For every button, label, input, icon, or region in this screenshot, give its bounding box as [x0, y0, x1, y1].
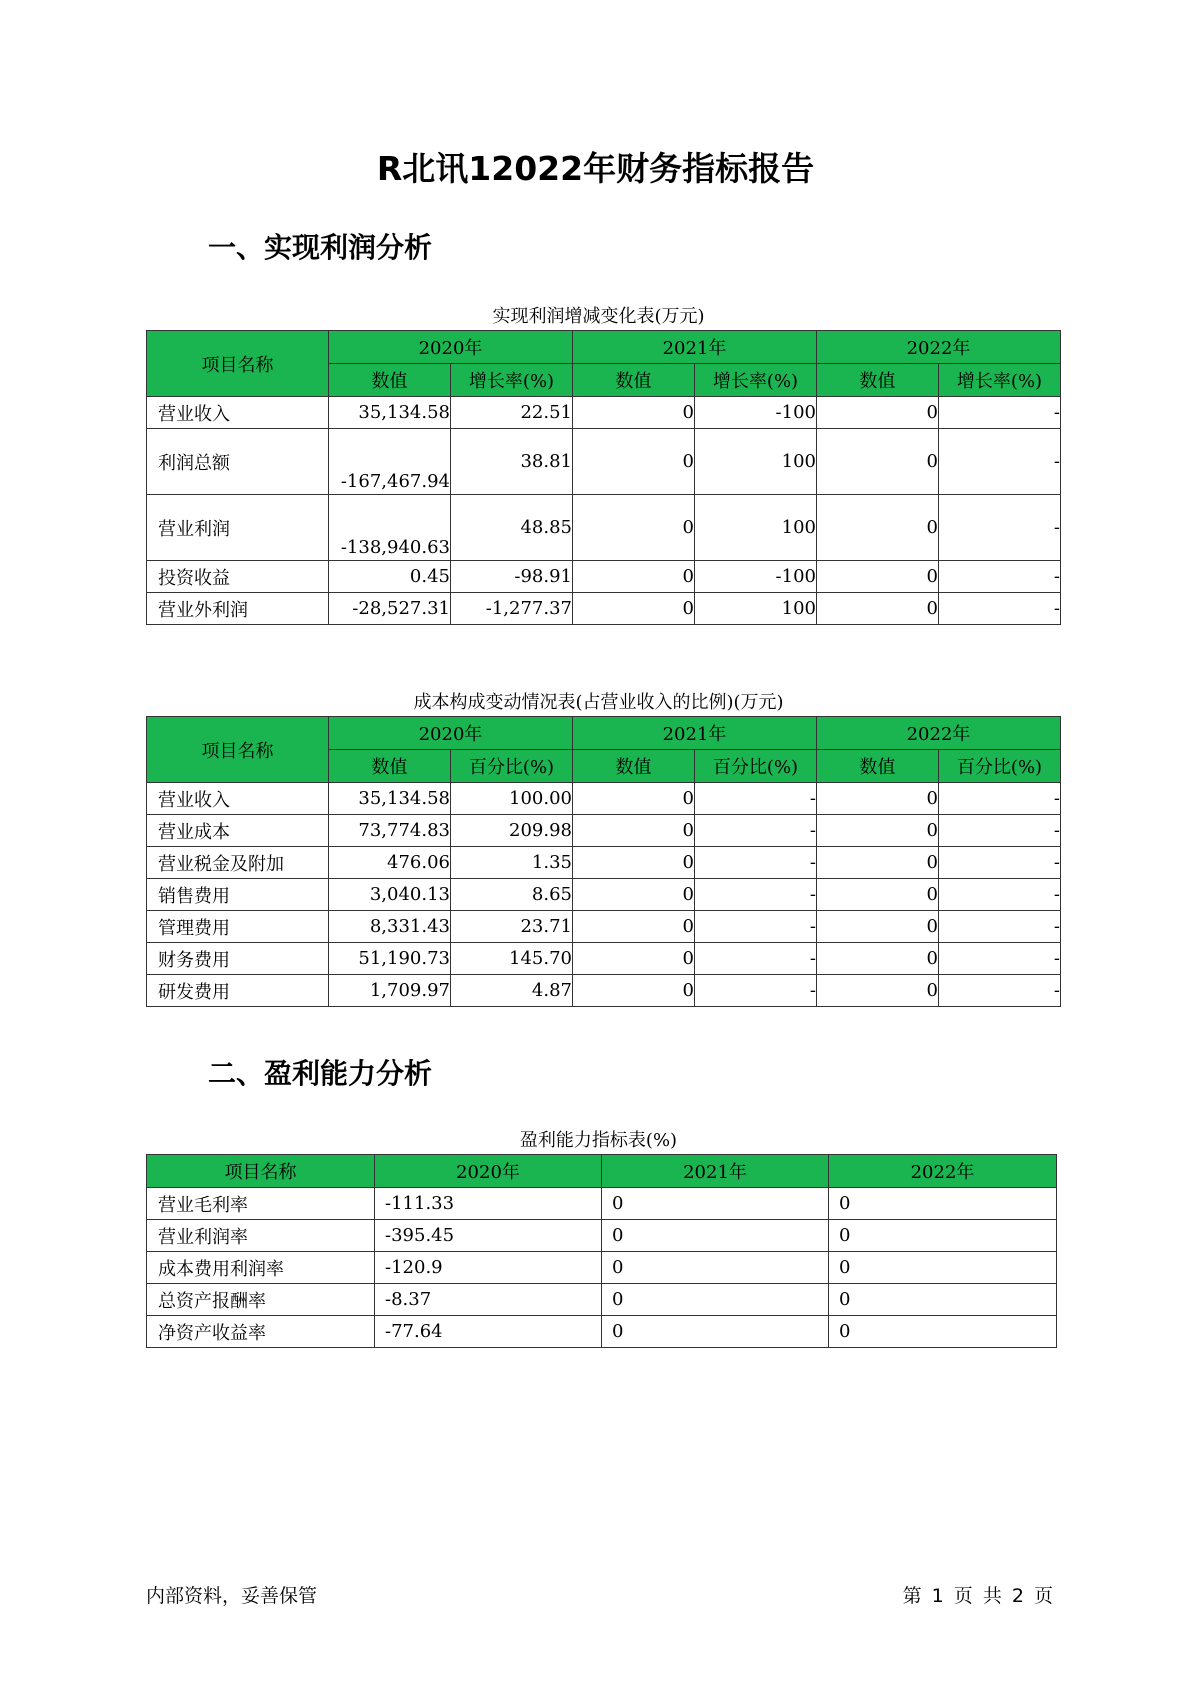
cell: -111.33	[375, 1188, 602, 1220]
cell: 0	[573, 429, 695, 495]
row-label: 研发费用	[147, 975, 329, 1007]
cell: -100	[695, 397, 817, 429]
header-item-name: 项目名称	[147, 331, 329, 397]
profit-change-table	[146, 330, 1061, 625]
cost-structure-table	[146, 716, 1061, 1007]
row-label: 营业外利润	[147, 593, 329, 625]
table1-caption: 实现利润增减变化表(万元)	[492, 306, 705, 327]
cell: 0	[817, 397, 939, 429]
table-row	[147, 879, 1061, 911]
cell: -	[695, 943, 817, 975]
table-row	[147, 1316, 1057, 1348]
cell: -	[695, 879, 817, 911]
table2-caption: 成本构成变动情况表(占营业收入的比例)(万元)	[413, 692, 784, 713]
cell: 0	[817, 429, 939, 495]
row-label: 财务费用	[147, 943, 329, 975]
header-percent: 百分比(%)	[451, 750, 573, 783]
cell: 0	[829, 1220, 1057, 1252]
header-value: 数值	[817, 750, 939, 783]
profitability-table	[146, 1154, 1057, 1348]
header-year-2021: 2021年	[602, 1155, 829, 1188]
header-value: 数值	[817, 364, 939, 397]
cell: -	[695, 847, 817, 879]
cell: 1,709.97	[329, 975, 451, 1007]
cell: -	[939, 397, 1061, 429]
row-label: 投资收益	[147, 561, 329, 593]
row-label: 营业收入	[147, 397, 329, 429]
cell: -	[939, 495, 1061, 561]
cell: -395.45	[375, 1220, 602, 1252]
cell: 38.81	[451, 429, 573, 495]
table-row	[147, 847, 1061, 879]
header-item-name: 项目名称	[147, 717, 329, 783]
cell: 0	[817, 495, 939, 561]
header-item-name: 项目名称	[147, 1155, 375, 1188]
cell: 0	[573, 783, 695, 815]
header-value: 数值	[329, 750, 451, 783]
cell: -	[695, 911, 817, 943]
cell: 0	[829, 1284, 1057, 1316]
cell: 51,190.73	[329, 943, 451, 975]
header-year-2022: 2022年	[817, 331, 1061, 364]
cell: -8.37	[375, 1284, 602, 1316]
cell: 23.71	[451, 911, 573, 943]
cell: -138,940.63	[329, 495, 451, 561]
header-year-2020: 2020年	[329, 331, 573, 364]
row-label: 营业毛利率	[147, 1188, 375, 1220]
table-row	[147, 593, 1061, 625]
cell: 145.70	[451, 943, 573, 975]
table-row	[147, 495, 1061, 561]
cell: -	[939, 943, 1061, 975]
cell: 100	[695, 429, 817, 495]
table-row	[147, 783, 1061, 815]
header-value: 数值	[573, 364, 695, 397]
cell: 35,134.58	[329, 783, 451, 815]
row-label: 营业收入	[147, 783, 329, 815]
cell: 0	[817, 561, 939, 593]
header-year-2021: 2021年	[573, 331, 817, 364]
cell: 0	[573, 397, 695, 429]
cell: -28,527.31	[329, 593, 451, 625]
cell: 0	[817, 815, 939, 847]
cell: 100.00	[451, 783, 573, 815]
cell: 22.51	[451, 397, 573, 429]
cell: -	[939, 815, 1061, 847]
cell: -120.9	[375, 1252, 602, 1284]
row-label: 净资产收益率	[147, 1316, 375, 1348]
cell: 0	[602, 1188, 829, 1220]
cell: -	[939, 593, 1061, 625]
row-label: 利润总额	[147, 429, 329, 495]
cell: 0	[602, 1284, 829, 1316]
cell: 1.35	[451, 847, 573, 879]
table-row	[147, 975, 1061, 1007]
cell: 0	[573, 847, 695, 879]
footer-confidential-note: 内部资料，妥善保管	[146, 1585, 318, 1607]
cell: 0	[817, 847, 939, 879]
cell: -	[939, 975, 1061, 1007]
cell: 35,134.58	[329, 397, 451, 429]
row-label: 成本费用利润率	[147, 1252, 375, 1284]
cell: -	[939, 879, 1061, 911]
row-label: 营业成本	[147, 815, 329, 847]
row-label: 管理费用	[147, 911, 329, 943]
cell: 0	[829, 1316, 1057, 1348]
footer-page-number: 第 1 页 共 2 页	[902, 1585, 1053, 1607]
cell: 3,040.13	[329, 879, 451, 911]
table-row	[147, 1220, 1057, 1252]
table-row	[147, 397, 1061, 429]
table3-caption: 盈利能力指标表(%)	[519, 1130, 678, 1151]
table-row	[147, 1284, 1057, 1316]
cell: 0	[817, 593, 939, 625]
header-year-2022: 2022年	[817, 717, 1061, 750]
cell: -	[695, 975, 817, 1007]
header-percent: 百分比(%)	[939, 750, 1061, 783]
cell: 0	[573, 495, 695, 561]
cell: 0	[817, 975, 939, 1007]
header-year-2020: 2020年	[329, 717, 573, 750]
cell: -	[939, 911, 1061, 943]
row-label: 销售费用	[147, 879, 329, 911]
cell: -1,277.37	[451, 593, 573, 625]
header-growth: 增长率(%)	[939, 364, 1061, 397]
cell: 0	[573, 911, 695, 943]
row-label: 营业利润率	[147, 1220, 375, 1252]
cell: 8.65	[451, 879, 573, 911]
cell: 0	[817, 879, 939, 911]
cell: 73,774.83	[329, 815, 451, 847]
cell: -100	[695, 561, 817, 593]
header-value: 数值	[329, 364, 451, 397]
cell: 0	[573, 879, 695, 911]
cell: -	[695, 783, 817, 815]
table-row	[147, 943, 1061, 975]
section-heading-profit: 一、实现利润分析	[208, 231, 433, 264]
cell: -77.64	[375, 1316, 602, 1348]
cell: 0.45	[329, 561, 451, 593]
cell: 0	[602, 1252, 829, 1284]
table-row	[147, 911, 1061, 943]
cell: -	[695, 815, 817, 847]
cell: 0	[573, 943, 695, 975]
cell: 209.98	[451, 815, 573, 847]
section-heading-profitability: 二、盈利能力分析	[208, 1057, 433, 1090]
table-row	[147, 561, 1061, 593]
cell: 0	[817, 783, 939, 815]
cell: 0	[573, 561, 695, 593]
cell: -98.91	[451, 561, 573, 593]
header-year-2021: 2021年	[573, 717, 817, 750]
header-year-2020: 2020年	[375, 1155, 602, 1188]
header-growth: 增长率(%)	[451, 364, 573, 397]
table-row	[147, 429, 1061, 495]
cell: -	[939, 561, 1061, 593]
cell: 48.85	[451, 495, 573, 561]
cell: 100	[695, 593, 817, 625]
row-label: 总资产报酬率	[147, 1284, 375, 1316]
table-row	[147, 1188, 1057, 1220]
table-row	[147, 815, 1061, 847]
cell: 0	[829, 1188, 1057, 1220]
cell: 0	[829, 1252, 1057, 1284]
cell: 0	[573, 975, 695, 1007]
cell: 0	[817, 943, 939, 975]
header-growth: 增长率(%)	[695, 364, 817, 397]
cell: -	[939, 783, 1061, 815]
cell: -	[939, 847, 1061, 879]
cell: 8,331.43	[329, 911, 451, 943]
cell: -167,467.94	[329, 429, 451, 495]
cell: 476.06	[329, 847, 451, 879]
header-year-2022: 2022年	[829, 1155, 1057, 1188]
cell: 0	[573, 593, 695, 625]
cell: 100	[695, 495, 817, 561]
cell: -	[939, 429, 1061, 495]
cell: 0	[602, 1220, 829, 1252]
page-title: R北讯12022年财务指标报告	[376, 149, 815, 188]
row-label: 营业税金及附加	[147, 847, 329, 879]
table-row	[147, 1252, 1057, 1284]
cell: 0	[602, 1316, 829, 1348]
header-value: 数值	[573, 750, 695, 783]
header-percent: 百分比(%)	[695, 750, 817, 783]
row-label: 营业利润	[147, 495, 329, 561]
cell: 0	[573, 815, 695, 847]
cell: 0	[817, 911, 939, 943]
cell: 4.87	[451, 975, 573, 1007]
